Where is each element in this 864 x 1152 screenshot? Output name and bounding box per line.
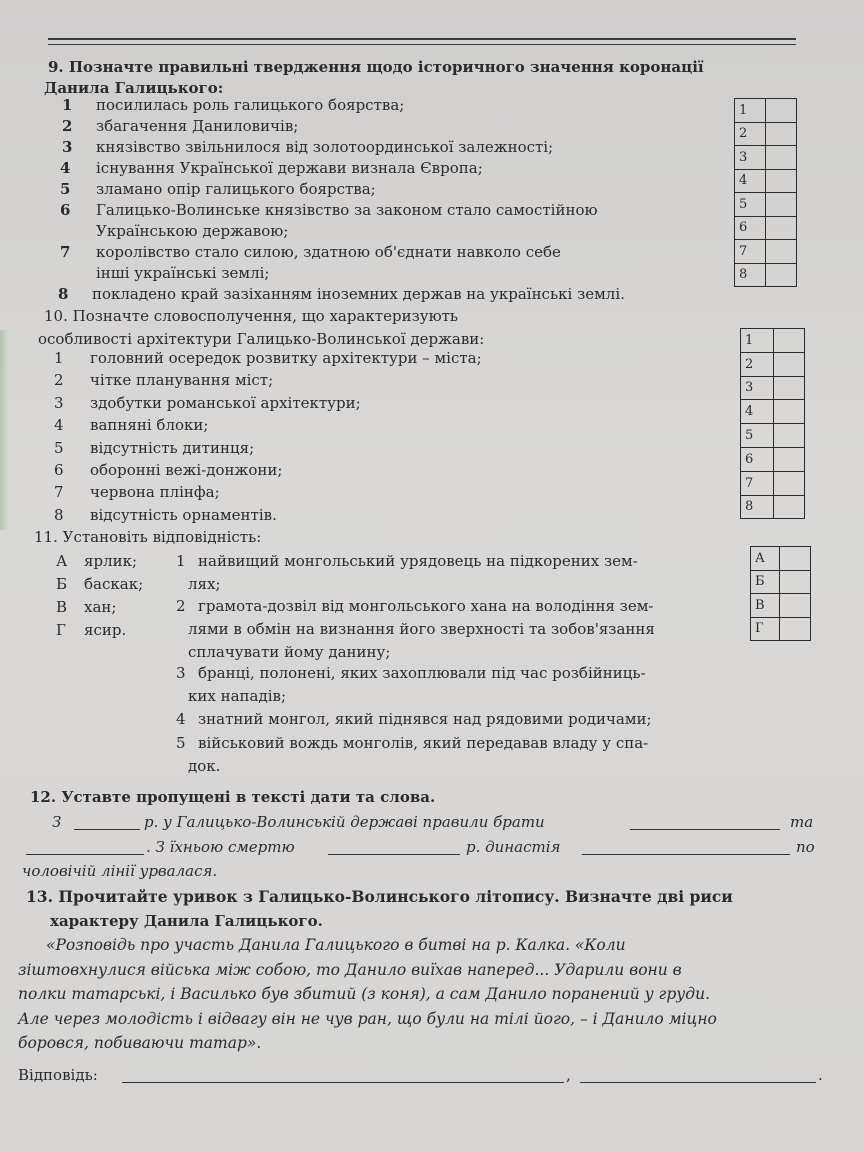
q9-grid-answer-cell[interactable] — [766, 146, 797, 170]
q10-grid-row — [741, 376, 805, 400]
q10-grid-answer-cell[interactable] — [774, 376, 805, 400]
q11-definition-text: військовий вождь монголів, який передавав владу у спа- — [198, 734, 649, 752]
q11-definition-text: найвищий монгольський урядовець на підкорених зем- — [198, 552, 638, 570]
q10-option-text: вапняні блоки; — [90, 416, 209, 435]
q10-option-text: червона плінфа; — [90, 483, 220, 502]
q10-option-text: чітке планування міст; — [90, 371, 274, 390]
q13-answer-blank-1[interactable] — [122, 1082, 564, 1083]
q9-grid-answer-cell[interactable] — [766, 99, 797, 123]
q11-grid-label: А — [751, 547, 780, 571]
q9-grid-label: 2 — [735, 122, 766, 146]
q12-blank-year2[interactable] — [328, 854, 460, 855]
q9-option-text: існування Української держави визнала Європа; — [96, 159, 483, 177]
q10-grid-label: 3 — [741, 376, 774, 400]
q12-text-po: по — [796, 838, 815, 856]
q9-option-text: збагачення Даниловичів; — [96, 117, 299, 135]
q11-grid-row — [751, 547, 811, 571]
q11-grid-label: Г — [751, 617, 780, 641]
header-rule — [48, 38, 796, 40]
q9-option-number: 4 — [60, 159, 71, 177]
q10-grid-label: 5 — [741, 424, 774, 448]
q11-definition-text: знатний монгол, який піднявся над рядовими родичами; — [198, 710, 652, 728]
q9-option-text: Галицько-Волинське князівство за законом стало самостійною — [96, 201, 598, 219]
q10-title: 10. Позначте словосполучення, що характеризують — [44, 307, 459, 325]
q10-option-number: 3 — [54, 393, 64, 412]
q9-grid-answer-cell[interactable] — [766, 122, 797, 146]
q10-option-number: 6 — [54, 461, 64, 479]
q9-title: 9. Позначте правильні твердження щодо історичного значення коронації — [48, 58, 704, 76]
q11-term-text: ярлик; — [84, 552, 138, 570]
q9-option-number: 5 — [60, 180, 71, 198]
q10-grid-answer-cell[interactable] — [774, 400, 805, 424]
q10-grid-answer-cell[interactable] — [774, 352, 805, 376]
header-rule-thin — [48, 44, 796, 45]
q9-grid-label: 7 — [735, 240, 766, 264]
q10-option-text: відсутність дитинця; — [90, 438, 255, 457]
q9-title-cont: Данила Галицького: — [44, 79, 224, 97]
q10-grid-row — [741, 495, 805, 519]
q10-grid-answer-cell[interactable] — [774, 424, 805, 448]
q10-option-number: 4 — [54, 416, 64, 435]
q11-grid-row — [751, 617, 811, 641]
q11-term-letter: Б — [56, 575, 68, 593]
q11-term-letter: В — [56, 598, 68, 616]
q10-grid-answer-cell[interactable] — [774, 495, 805, 519]
q12-blank-dynasty[interactable] — [582, 854, 790, 855]
q12-blank-year1[interactable] — [74, 829, 140, 830]
q11-definition-number: 3 — [176, 664, 186, 682]
q9-grid-label: 4 — [735, 169, 766, 193]
q9-grid-row — [735, 169, 797, 193]
q11-grid-label: Б — [751, 570, 780, 594]
q9-option-number: 8 — [58, 285, 69, 303]
q12-blank-brother2[interactable] — [26, 854, 144, 855]
q9-option-number: 1 — [62, 96, 73, 114]
q13-quote-line: зіштовхнулися війська між собою, то Данило виїхав наперед... Ударили вони в — [18, 960, 682, 979]
q11-definition-text: док. — [188, 757, 221, 775]
q13-quote-line: боровся, побиваючи татар». — [18, 1034, 262, 1052]
q9-grid-label: 6 — [735, 216, 766, 240]
q9-grid-answer-cell[interactable] — [766, 216, 797, 240]
q10-grid-label: 8 — [741, 495, 774, 519]
q13-answer-comma: , — [566, 1066, 571, 1084]
q12-text-r2: р. династія — [466, 838, 561, 856]
q12-text-mid: . З їхньою смертю — [146, 838, 295, 856]
q9-grid-row — [735, 263, 797, 287]
q11-definition-text: сплачувати йому данину; — [188, 643, 391, 661]
q9-grid-label: 8 — [735, 263, 766, 287]
q9-option-number: 7 — [60, 243, 71, 261]
q10-grid-label: 2 — [741, 352, 774, 376]
q11-grid-answer-cell[interactable] — [780, 617, 811, 641]
q10-option-number: 2 — [54, 371, 64, 390]
q10-grid-row — [741, 447, 805, 471]
q9-grid-label: 5 — [735, 193, 766, 217]
q9-grid-row — [735, 240, 797, 264]
q11-title: 11. Установіть відповідність: — [34, 528, 262, 546]
q10-option-number: 8 — [54, 505, 64, 524]
q10-grid-label: 4 — [741, 400, 774, 424]
q11-definition-number: 1 — [176, 552, 186, 570]
q12-text-end: чоловічій лінії урвалася. — [22, 862, 218, 880]
q11-term-text: ясир. — [84, 621, 127, 639]
q11-definition-text: бранці, полонені, яких захоплювали під час розбійниць- — [198, 664, 646, 682]
q12-text-z: З — [52, 813, 62, 831]
q11-answer-grid[interactable] — [750, 546, 811, 641]
q9-grid-answer-cell[interactable] — [766, 169, 797, 193]
q13-answer-label: Відповідь: — [18, 1066, 98, 1084]
q10-grid-row — [741, 471, 805, 495]
q10-option-number: 5 — [54, 438, 64, 457]
q10-answer-grid[interactable] — [740, 328, 805, 519]
q10-grid-row — [741, 424, 805, 448]
q11-definition-text: лями в обмін на визнання його зверхності та зобов'язання — [188, 620, 655, 638]
q13-answer-blank-2[interactable] — [580, 1082, 816, 1083]
q9-grid-label: 3 — [735, 146, 766, 170]
q11-term-text: хан; — [84, 598, 117, 616]
q9-grid-row — [735, 146, 797, 170]
q9-option-number: 2 — [62, 117, 73, 135]
q9-grid-row — [735, 216, 797, 240]
q9-grid-answer-cell[interactable] — [766, 193, 797, 217]
q10-option-text: здобутки романської архітектури; — [90, 393, 361, 412]
q11-term-letter: Г — [56, 621, 66, 639]
q10-title-cont: особливості архітектури Галицько-Волинської держави: — [38, 330, 485, 348]
q9-grid-row — [735, 99, 797, 123]
q13-answer-period: . — [818, 1066, 823, 1084]
q13-quote-line: полки татарські, і Василько був збитий (з коня), а сам Данило поранений у груди. — [18, 985, 711, 1003]
q9-option-number: 6 — [60, 201, 71, 219]
q11-definition-text: лях; — [188, 575, 221, 593]
q11-term-letter: А — [56, 552, 68, 570]
q11-definition-text: ких нападів; — [188, 687, 287, 705]
q9-option-text: Українською державою; — [96, 222, 289, 240]
q10-grid-row — [741, 329, 805, 353]
q9-grid-answer-cell[interactable] — [766, 240, 797, 264]
q10-grid-row — [741, 352, 805, 376]
q9-option-text: королівство стало силою, здатною об'єднати навколо себе — [96, 243, 561, 261]
q9-option-text: посилилась роль галицького боярства; — [96, 96, 405, 114]
q11-definition-number: 5 — [176, 734, 186, 752]
q12-text-ta: та — [790, 813, 814, 831]
q10-option-text: відсутність орнаментів. — [90, 505, 277, 524]
q11-grid-row — [751, 594, 811, 618]
q10-grid-row — [741, 400, 805, 424]
q9-answer-grid[interactable] — [734, 98, 797, 287]
page-edge-shadow — [0, 330, 8, 530]
q12-text-r1: р. у Галицько-Волинській державі правили брати — [144, 813, 545, 831]
q11-term-text: баскак; — [84, 575, 144, 593]
q10-option-number: 1 — [54, 349, 64, 367]
q13-title-cont: характеру Данила Галицького. — [50, 912, 323, 930]
q10-grid-label: 6 — [741, 447, 774, 471]
q9-grid-answer-cell[interactable] — [766, 263, 797, 287]
q10-option-text: оборонні вежі-донжони; — [90, 461, 283, 479]
q11-grid-answer-cell[interactable] — [780, 547, 811, 571]
q10-option-number: 7 — [54, 483, 64, 502]
q9-option-text: покладено край зазіханням іноземних держав на українські землі. — [92, 285, 625, 303]
q11-grid-label: В — [751, 594, 780, 618]
q11-grid-answer-cell[interactable] — [780, 594, 811, 618]
q10-grid-label: 7 — [741, 471, 774, 495]
q12-title: 12. Уставте пропущені в тексті дати та слова. — [30, 788, 436, 806]
q10-grid-answer-cell[interactable] — [774, 329, 805, 353]
q9-grid-row — [735, 193, 797, 217]
q9-option-text: інші українські землі; — [96, 264, 270, 282]
q10-grid-answer-cell[interactable] — [774, 447, 805, 471]
q9-grid-row — [735, 122, 797, 146]
q13-quote-line: Але через молодість і відвагу він не чув ран, що були на тілі його, – і Данило міцно — [18, 1009, 717, 1028]
q9-option-number: 3 — [62, 138, 73, 156]
q11-definition-number: 2 — [176, 597, 186, 615]
q9-option-text: зламано опір галицького боярства; — [96, 180, 376, 198]
q10-grid-label: 1 — [741, 329, 774, 353]
q11-definition-text: грамота-дозвіл від монгольського хана на володіння зем- — [198, 597, 654, 615]
q11-grid-answer-cell[interactable] — [780, 570, 811, 594]
q13-title: 13. Прочитайте уривок з Галицько-Волинського літопису. Визначте дві риси — [26, 887, 733, 906]
q9-option-text: князівство звільнилося від золотоординської залежності; — [96, 138, 554, 156]
q9-grid-label: 1 — [735, 99, 766, 123]
q10-grid-answer-cell[interactable] — [774, 471, 805, 495]
q12-blank-brother1[interactable] — [630, 829, 780, 830]
q10-option-text: головний осередок розвитку архітектури – міста; — [90, 349, 482, 367]
q11-grid-row — [751, 570, 811, 594]
q13-quote-line: «Розповідь про участь Данила Галицького в битві на р. Калка. «Коли — [46, 936, 626, 954]
q11-definition-number: 4 — [176, 710, 186, 728]
